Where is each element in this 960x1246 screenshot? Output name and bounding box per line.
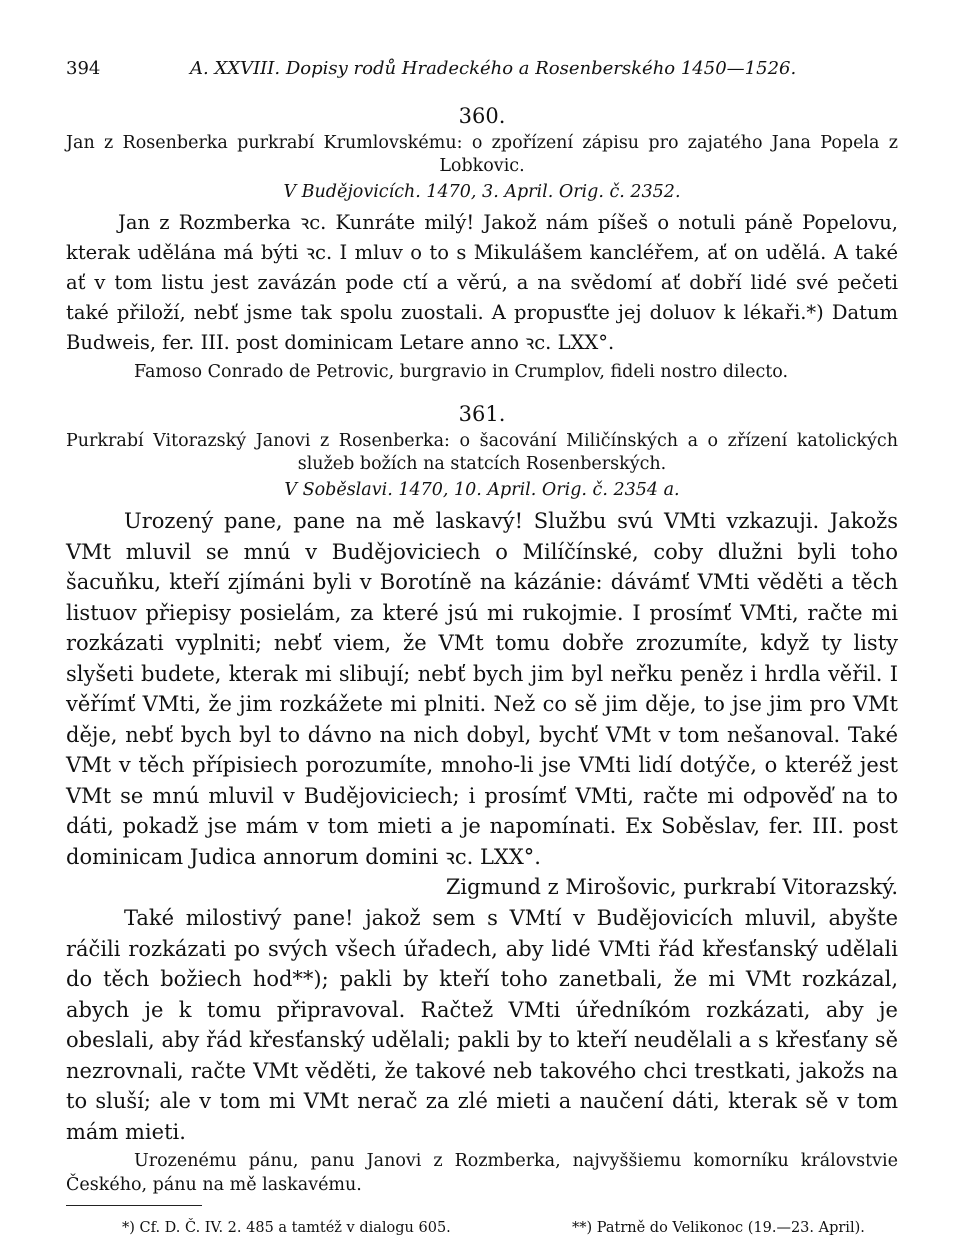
running-title: A. XXVIII. Dopisy rodů Hradeckého a Rosenberského 1450—1526. <box>190 58 797 79</box>
document-dating: V Budějovicích. 1470, 3. April. Orig. č. 2352. <box>283 182 681 202</box>
letter-address: Famoso Conrado de Petrovic, burgravio in Crumplov, fideli nostro dilecto. <box>134 362 789 382</box>
letter-paragraph: Jan z Rozmberka ꝛc. Kunráte milý! Jakož nám píšeš o notuli páně Popelovu, kterak udělána má býti ꝛc. I mluv o to s Mikulášem kancléřem, ať on udělá. A také ať v tom listu jest zavázán pode ctí a věrú, a na svědomí ať dobří lidé své pečeti také přiloží, nebť jsme tak spolu zuostali. A propusťte jej doluov k lékaři.*) Datum Budweis, fer. III. post dominicam Letare anno ꝛc. LXX°. <box>66 211 898 354</box>
footnotes <box>66 1220 898 1246</box>
page-number: 394 <box>66 58 101 79</box>
footnote-2: **) Patrně do Velikonoc (19.—23. April). <box>572 1220 865 1236</box>
letter-signature: Zigmund z Mirošovic, purkrabí Vitorazský. <box>445 875 898 899</box>
letter-address: Urozenému pánu, panu Janovi z Rozmberka, najvyššiemu komorníku královstvie Českého, pánu na mě laskavému. <box>66 1151 898 1195</box>
letter-paragraph: Urozený pane, pane na mě laskavý! Službu svú VMti vzkazuji. Jakožs VMt mluvil se mnú v Budějoviciech o Milíčínské, coby dlužni byli toho šacuňku, kteří zjímáni byli v Borotíně na kázánie: dávámť VMti věděti a těch listuov přiepisy posielám, za které jsú mi rukojmie. I prosímť VMti, račte mi rozkázati vyplniti; nebť viem, že VMt tomu dobře zrozumíte, když ty listy slyšeti budete, kterak mi slibují; nebť bych jim byl neřku peněz i hrdla věřil. I věřímť VMti, že jim rozkážete mi plniti. Než co sě jim děje, to jse jim pro VMt děje, nebť bych byl to dávno na nich dobyl, bychť VMt v tom nešanoval. Také VMt v těch přípisiech porozumíte, mnoho-li jse VMti lidí dotýče, o kteréž jest VMt se mnú mluvil v Budějoviciech; i prosímť VMti, račte mi odpověď na to dáti, pokadž jse mám v tom mieti a je napomínati. Ex Soběslav, fer. III. post dominicam Judica annorum domini ꝛc. LXX°. <box>66 509 898 869</box>
document-regest: Purkrabí Vitorazský Janovi z Rosenberka: o šacování Miličínských a o zřízení katolických služeb božích na statcích Rosenberských. <box>66 431 898 474</box>
footnote-rule <box>66 1205 202 1206</box>
page <box>66 46 898 1246</box>
document-body <box>66 208 898 358</box>
letter-postscript: Také milostivý pane! jakož sem s VMtí v Budějovicích mluvil, abyšte ráčili rozkázati po svých všech úřadech, aby lidé VMti řád křesťanský udělali do těch božiech hod**); pakli by kteří toho zanetbali, že mi VMt rozkázal, abych je k tomu připravoval. Račtež VMti úředníkóm rozkázati, aby je obeslali, aby řád křesťanský udělali; pakli by to kteří neudělali a s křesťany sě nezrovnali, račte VMt věděti, že takové neb takového chci trestkati, jakožs na to sluší; ale v tom mi VMt nerač za zlé mieti a naučení dáti, kterak sě v tom mám mieti. <box>66 906 898 1144</box>
document-number: 361. <box>458 402 506 426</box>
document-number: 360. <box>458 104 506 128</box>
document-regest: Jan z Rosenberka purkrabí Krumlovskému: o zpořízení zápisu pro zajatého Jana Popela z Lobkovic. <box>66 133 898 176</box>
document-dating: V Soběslavi. 1470, 10. April. Orig. č. 2354 a. <box>284 480 680 500</box>
page-header <box>66 46 898 86</box>
document-361 <box>66 402 898 1197</box>
footnote-1: *) Cf. D. Č. IV. 2. 485 a tamtéž v dialogu 605. <box>122 1220 451 1236</box>
document-360 <box>66 104 898 384</box>
document-body <box>66 506 898 1147</box>
